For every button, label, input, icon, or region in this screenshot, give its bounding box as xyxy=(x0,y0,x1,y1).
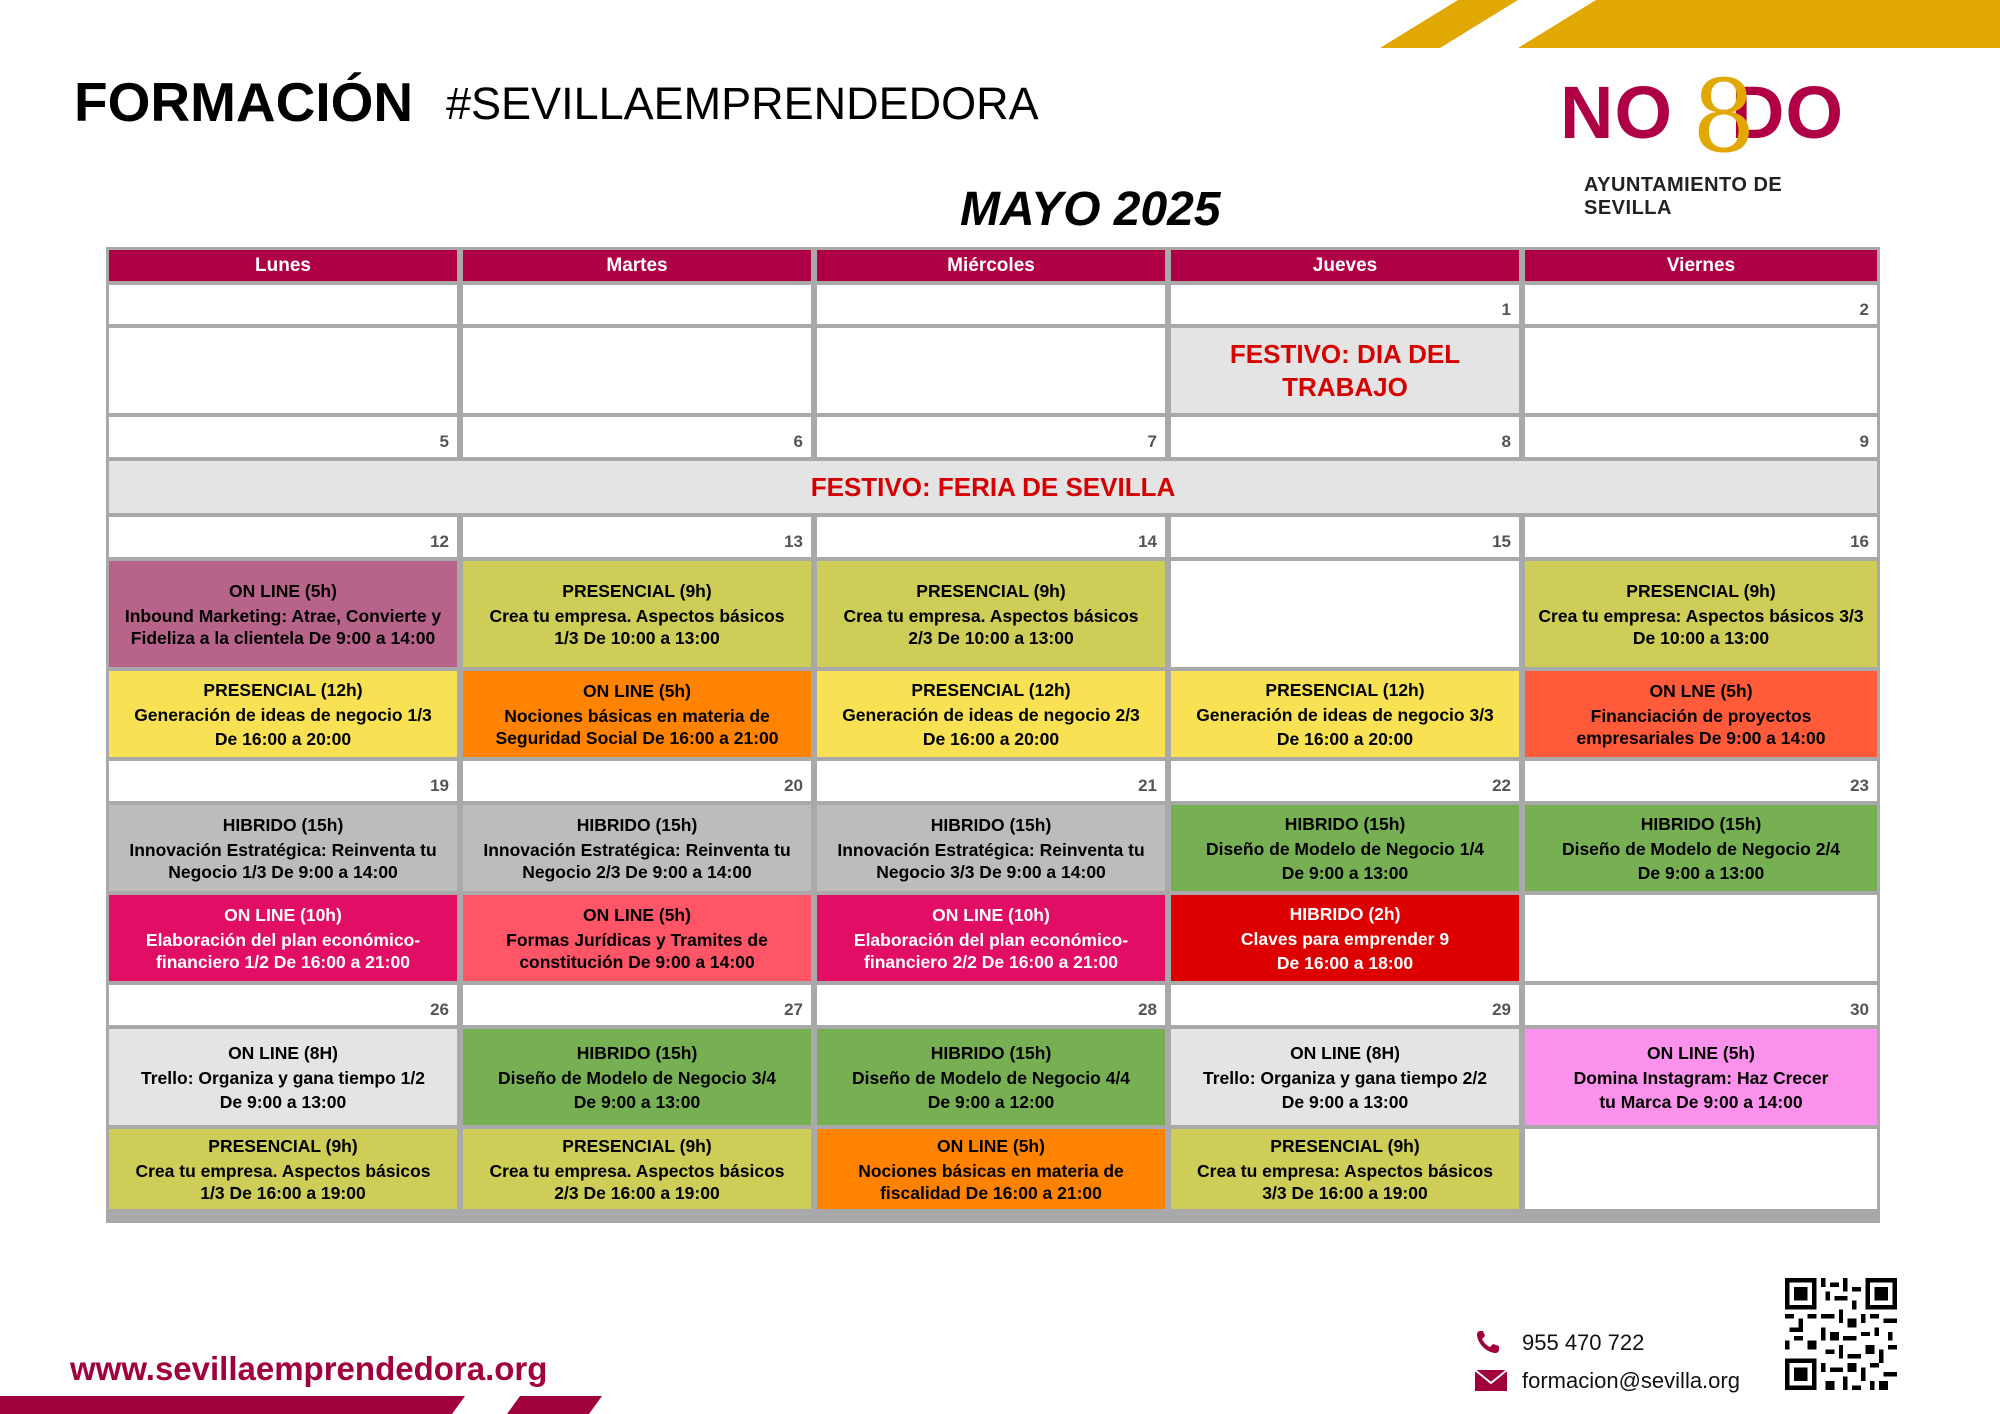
event-modality: ON LINE (10h) xyxy=(224,904,342,925)
event-modality: ON LINE (5h) xyxy=(583,904,691,925)
event-modality: HIBRIDO (15h) xyxy=(576,814,698,835)
event-modality: ON LINE (5h) xyxy=(229,580,337,601)
event-plan-economico[interactable] xyxy=(109,895,457,981)
event-description: Elaboración del plan económico-financiero 2/2 De 16:00 a 21:00 xyxy=(853,929,1129,972)
day-number: 8 xyxy=(1171,417,1519,457)
day-number: 15 xyxy=(1171,517,1519,557)
day-number: 1 xyxy=(1171,285,1519,324)
empty-cell xyxy=(1525,328,1877,413)
event-description: Trello: Organiza y gana tiempo 2/2 xyxy=(1203,1067,1487,1088)
event-innovacion[interactable] xyxy=(817,805,1165,891)
event-crea-empresa[interactable] xyxy=(1525,561,1877,667)
envelope-icon xyxy=(1474,1366,1508,1394)
day-number: 23 xyxy=(1525,761,1877,801)
event-description: Formas Jurídicas y Tramites de constitución De 9:00 a 14:00 xyxy=(506,929,768,972)
festivo-dia-trabajo: FESTIVO: DIA DEL TRABAJO xyxy=(1171,328,1519,413)
day-number: 14 xyxy=(817,517,1165,557)
day-header-viernes: Viernes xyxy=(1525,250,1877,281)
event-plan-economico[interactable] xyxy=(817,895,1165,981)
day-number: 30 xyxy=(1525,985,1877,1025)
event-schedule: De 9:00 a 13:00 xyxy=(573,1091,701,1112)
event-modality: HIBRIDO (2h) xyxy=(1289,903,1401,924)
event-modality: PRESENCIAL (9h) xyxy=(562,580,712,601)
day-number xyxy=(463,285,811,324)
event-description: Crea tu empresa. Aspectos básicos 2/3 De 10:00 a 13:00 xyxy=(843,605,1139,648)
event-description: Trello: Organiza y gana tiempo 1/2 xyxy=(141,1067,425,1088)
event-modality: PRESENCIAL (12h) xyxy=(203,679,363,700)
day-number: 5 xyxy=(109,417,457,457)
phone-icon xyxy=(1474,1328,1508,1356)
event-description: Crea tu empresa. Aspectos básicos 2/3 De 16:00 a 19:00 xyxy=(489,1160,785,1203)
day-header-miercoles: Miércoles xyxy=(817,250,1165,281)
day-number: 6 xyxy=(463,417,811,457)
event-schedule: tu Marca De 9:00 a 14:00 xyxy=(1599,1091,1803,1112)
calendar-grid xyxy=(106,247,1880,1223)
day-header-lunes: Lunes xyxy=(109,250,457,281)
event-schedule: De 16:00 a 18:00 xyxy=(1276,952,1414,973)
event-modality: ON LINE (10h) xyxy=(932,904,1050,925)
event-modality: ON LINE (8H) xyxy=(1290,1042,1400,1063)
festivo-feria-sevilla: FESTIVO: FERIA DE SEVILLA xyxy=(109,461,1877,513)
event-description: Generación de ideas de negocio 3/3 xyxy=(1196,704,1494,725)
day-number: 2 xyxy=(1525,285,1877,324)
event-description: Diseño de Modelo de Negocio 3/4 xyxy=(497,1067,777,1088)
event-crea-empresa[interactable] xyxy=(463,561,811,667)
event-modelo-negocio[interactable] xyxy=(1171,805,1519,891)
page-title: FORMACIÓN xyxy=(74,71,414,133)
event-schedule: De 9:00 a 12:00 xyxy=(927,1091,1055,1112)
event-description: Diseño de Modelo de Negocio 4/4 xyxy=(851,1067,1131,1088)
event-modality: ON LINE (5h) xyxy=(583,680,691,701)
event-modality: HIBRIDO (15h) xyxy=(1284,813,1406,834)
event-modality: ON LNE (5h) xyxy=(1649,680,1753,701)
logo-subtitle: AYUNTAMIENTO DE SEVILLA xyxy=(1584,174,1783,219)
event-modality: ON LINE (5h) xyxy=(937,1135,1045,1156)
event-seguridad-social[interactable] xyxy=(463,671,811,757)
event-schedule: De 16:00 a 20:00 xyxy=(922,728,1060,749)
event-description: Crea tu empresa: Aspectos básicos 3/3 De 16:00 a 19:00 xyxy=(1197,1160,1493,1203)
event-description: Innovación Estratégica: Reinventa tu Negocio 2/3 De 9:00 a 14:00 xyxy=(483,839,791,882)
event-description: Crea tu empresa. Aspectos básicos 1/3 De 16:00 a 19:00 xyxy=(135,1160,431,1203)
event-innovacion[interactable] xyxy=(109,805,457,891)
event-modality: PRESENCIAL (9h) xyxy=(916,580,1066,601)
event-modality: PRESENCIAL (9h) xyxy=(1626,580,1776,601)
event-description: Crea tu empresa: Aspectos básicos 3/3 De 10:00 a 13:00 xyxy=(1538,605,1864,648)
event-crea-empresa[interactable] xyxy=(463,1129,811,1209)
month-title: MAYO 2025 xyxy=(960,183,1221,236)
empty-cell xyxy=(463,328,811,413)
event-description: Domina Instagram: Haz Crecer xyxy=(1573,1067,1829,1088)
event-modality: ON LINE (8H) xyxy=(228,1042,338,1063)
day-number xyxy=(109,285,457,324)
hashtag: #SEVILLAEMPRENDEDORA xyxy=(446,78,1039,129)
event-modality: HIBRIDO (15h) xyxy=(222,814,344,835)
day-number: 27 xyxy=(463,985,811,1025)
event-generacion-ideas[interactable] xyxy=(817,671,1165,757)
empty-cell xyxy=(1171,561,1519,667)
empty-cell xyxy=(1525,895,1877,981)
day-number: 22 xyxy=(1171,761,1519,801)
day-number: 12 xyxy=(109,517,457,557)
qr-code-icon[interactable] xyxy=(1785,1278,1897,1390)
day-number: 16 xyxy=(1525,517,1877,557)
day-header-martes: Martes xyxy=(463,250,811,281)
day-number: 19 xyxy=(109,761,457,801)
email-address: formacion@sevilla.org xyxy=(1522,1368,1740,1393)
event-schedule: De 16:00 a 20:00 xyxy=(1276,728,1414,749)
event-description: Diseño de Modelo de Negocio 2/4 xyxy=(1561,838,1841,859)
event-description: Innovación Estratégica: Reinventa tu Negocio 1/3 De 9:00 a 14:00 xyxy=(129,839,437,882)
event-description: Nociones básicas en materia de fiscalidad De 16:00 a 21:00 xyxy=(858,1160,1124,1203)
event-description: Crea tu empresa. Aspectos básicos 1/3 De 10:00 a 13:00 xyxy=(489,605,785,648)
event-description: Generación de ideas de negocio 2/3 xyxy=(842,704,1140,725)
no8do-logo xyxy=(1560,58,1860,219)
event-modelo-negocio[interactable] xyxy=(817,1029,1165,1125)
day-number: 20 xyxy=(463,761,811,801)
day-number: 9 xyxy=(1525,417,1877,457)
day-number: 28 xyxy=(817,985,1165,1025)
day-header-jueves: Jueves xyxy=(1171,250,1519,281)
empty-cell xyxy=(109,328,457,413)
day-number: 29 xyxy=(1171,985,1519,1025)
decorative-stripes-top xyxy=(1380,0,2000,48)
day-number: 13 xyxy=(463,517,811,557)
event-modality: PRESENCIAL (9h) xyxy=(1270,1135,1420,1156)
event-modality: HIBRIDO (15h) xyxy=(930,1042,1052,1063)
event-crea-empresa[interactable] xyxy=(817,561,1165,667)
empty-cell xyxy=(1525,1129,1877,1209)
empty-cell xyxy=(817,328,1165,413)
event-formas-juridicas[interactable] xyxy=(463,895,811,981)
logo-wordmark: NO DO xyxy=(1560,71,1844,154)
event-schedule: De 9:00 a 13:00 xyxy=(219,1091,347,1112)
event-schedule: De 9:00 a 13:00 xyxy=(1281,1091,1409,1112)
day-number: 26 xyxy=(109,985,457,1025)
event-inbound-marketing[interactable] xyxy=(109,561,457,667)
event-description: Nociones básicas en materia de Seguridad Social De 16:00 a 21:00 xyxy=(495,705,779,748)
event-innovacion[interactable] xyxy=(463,805,811,891)
event-modality: PRESENCIAL (12h) xyxy=(1265,679,1425,700)
event-crea-empresa[interactable] xyxy=(109,1129,457,1209)
event-modality: HIBRIDO (15h) xyxy=(576,1042,698,1063)
event-financiacion[interactable] xyxy=(1525,671,1877,757)
event-modality: ON LINE (5h) xyxy=(1647,1042,1755,1063)
event-schedule: De 9:00 a 13:00 xyxy=(1281,862,1409,883)
event-modality: PRESENCIAL (9h) xyxy=(208,1135,358,1156)
event-modelo-negocio[interactable] xyxy=(463,1029,811,1125)
event-description: Elaboración del plan económico-financiero 1/2 De 16:00 a 21:00 xyxy=(145,929,421,972)
decorative-stripes-bottom xyxy=(0,1396,620,1414)
event-description: Generación de ideas de negocio 1/3 xyxy=(134,704,432,725)
logo-eight-icon: 8 xyxy=(1692,58,1756,175)
event-modality: PRESENCIAL (9h) xyxy=(562,1135,712,1156)
event-description: Financiación de proyectos empresariales De 9:00 a 14:00 xyxy=(1576,705,1826,748)
event-trello[interactable] xyxy=(109,1029,457,1125)
event-fiscalidad[interactable] xyxy=(817,1129,1165,1209)
event-schedule: De 9:00 a 13:00 xyxy=(1637,862,1765,883)
event-modality: PRESENCIAL (12h) xyxy=(911,679,1071,700)
event-schedule: De 16:00 a 20:00 xyxy=(214,728,352,749)
day-number xyxy=(817,285,1165,324)
event-description: Innovación Estratégica: Reinventa tu Negocio 3/3 De 9:00 a 14:00 xyxy=(837,839,1145,882)
event-modelo-negocio[interactable] xyxy=(1525,805,1877,891)
day-number: 7 xyxy=(817,417,1165,457)
event-claves-emprender[interactable] xyxy=(1171,895,1519,981)
event-instagram[interactable] xyxy=(1525,1029,1877,1125)
phone-number: 955 470 722 xyxy=(1522,1330,1645,1355)
event-trello[interactable] xyxy=(1171,1029,1519,1125)
event-generacion-ideas[interactable] xyxy=(1171,671,1519,757)
website-link[interactable]: www.sevillaemprendedora.org xyxy=(70,1350,548,1387)
event-description: Inbound Marketing: Atrae, Convierte y Fideliza a la clientela De 9:00 a 14:00 xyxy=(124,605,442,648)
event-modality: HIBRIDO (15h) xyxy=(1640,813,1762,834)
day-number: 21 xyxy=(817,761,1165,801)
event-crea-empresa[interactable] xyxy=(1171,1129,1519,1209)
event-modality: HIBRIDO (15h) xyxy=(930,814,1052,835)
event-description: Claves para emprender 9 xyxy=(1240,928,1450,949)
event-generacion-ideas[interactable] xyxy=(109,671,457,757)
event-description: Diseño de Modelo de Negocio 1/4 xyxy=(1205,838,1485,859)
